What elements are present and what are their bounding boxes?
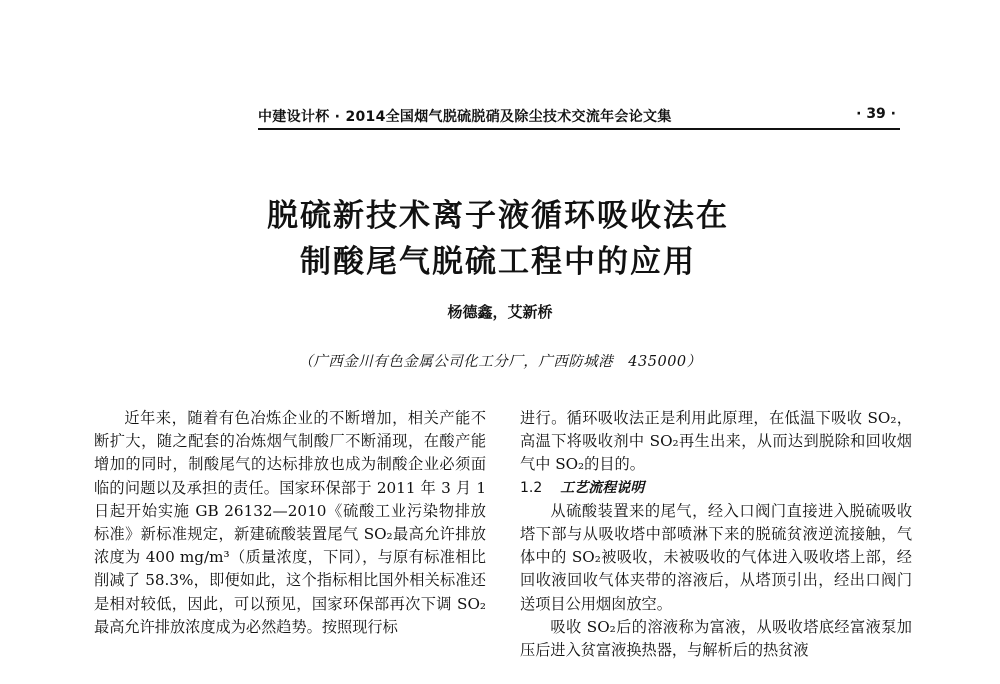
right-column	[520, 407, 912, 684]
page-number: · 39 ·	[856, 106, 896, 122]
right-paragraph-3: 吸收 SO₂后的溶液称为富液，从吸收塔底经富液泵加压后进入贫富液换热器，与解析后的热贫液	[520, 617, 912, 660]
affiliation: （广西金川有色金属公司化工分厂，广西防城港 435000）	[298, 354, 702, 370]
article-title-line-1: 脱硫新技术离子液循环吸收法在	[267, 198, 729, 234]
authors: 杨德鑫，艾新桥	[447, 303, 553, 321]
section-title: 工艺流程说明	[560, 479, 645, 496]
right-paragraph-1: 进行。循环吸收法正是利用此原理，在低温下吸收 SO₂，高温下将吸收剂中 SO₂再生出来，从而达到脱除和回收烟气中 SO₂的目的。	[520, 409, 912, 474]
running-header-title: 中建设计杯 · 2014全国烟气脱硫脱硝及除尘技术交流年会论文集	[258, 109, 672, 125]
section-heading	[520, 477, 912, 500]
left-paragraph: 近年来，随着有色冶炼企业的不断增加，相关产能不断扩大，随之配套的冶炼烟气制酸厂不断涌现，在酸产能增加的同时，制酸尾气的达标排放也成为制酸企业必须面临的问题以及承担的责任。国家环保部于 2011 年 3 月 1 日起开始实施 GB 26132—2010《硫酸工业污染物排放标准》新标准规定，新建硫酸装置尾气 SO₂最高允许排放浓度为 400 mg/m³（质量浓度，下同），与原有标准相比削减了 58.3%，即便如此，这个指标相比国外相关标准还是相对较低，因此，可以预见，国家环保部再次下调 SO₂最高允许排放浓度成为必然趋势。按照现行标	[94, 409, 486, 636]
section-number: 1.2	[520, 479, 543, 496]
running-header	[258, 106, 900, 130]
article-title-line-2: 制酸尾气脱硫工程中的应用	[300, 244, 696, 280]
right-paragraph-2: 从硫酸装置来的尾气，经入口阀门直接进入脱硫吸收塔下部与从吸收塔中部喷淋下来的脱硫贫液逆流接触，气体中的 SO₂被吸收，未被吸收的气体进入吸收塔上部，经回收液回收气体夹带的溶液后，从塔顶引出，经出口阀门送项目公用烟囱放空。	[520, 501, 912, 613]
left-column	[94, 407, 486, 684]
